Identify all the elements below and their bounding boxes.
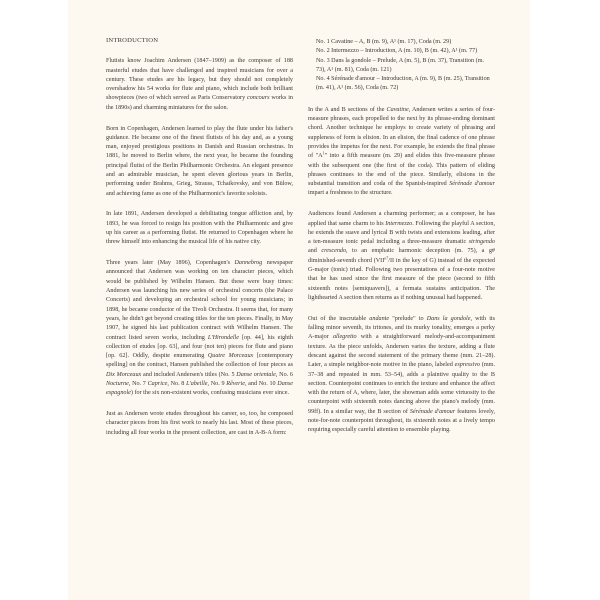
- paragraph-affliction: In late 1891, Andersen developed a debilitating tongue affliction and, by 1893, he was forced to resign his position with the Philharmonic and give up his career as a performing flutist. He returned to Copenhagen where he threw himself into enhancing the musical life of his native city.: [106, 211, 293, 246]
- right-column: [308, 38, 495, 447]
- paragraph-gondole: Out of the inscrutable andante "prelude" to Dans la gondole, with its falling minor seventh, its tritones, and its murky tonality, emerges a perky A-major allegretto with a straightforward melody-and-accompaniment texture. As the piece unfolds, Andersen varies the texture, adding a flute descant against the second statement of the primary theme (mm. 21–28). Later, a simple neighbor-note motive in the piano, labeled espressivo (mm. 37–38 and repeated in mm. 53–54), adds a plaintive quality to the B section. Counterpoint continues to enrich the texture and enhance the affect with the return of A, where, later, the showman adds some virtuosity to the counterpoint with sixteenth notes dancing above the piano's melody (mm. 99ff). In a similar way, the B section of Sérénade d'amour features lovely, note-for-note counterpoint throughout, its sixteenth notes at a lively tempo requiring especially careful attention to ensemble playing.: [308, 315, 495, 434]
- paragraph-intro: Flutists know Joachim Andersen (1847–1909) as the composer of 188 masterful etudes that have challenged and inspired musicians for over a century. These etudes are his legacy, but they should not completely overshadow his 54 works for flute and piano, which include both brilliant showpieces (two of which served as Paris Conservatory concours works in the 1890s) and charming miniatures for the salon.: [106, 58, 294, 111]
- form-list-item-serenade: No. 4 Sérénade d'amour – Introduction, A (m. 9), B (m. 25), Transition (m. 41), A¹ (m. 56), Coda (m. 72): [316, 76, 490, 92]
- form-list: [308, 38, 495, 94]
- paragraph-publication: Three years later (May 1896), Copenhagen's Dannebrog newspaper announced that Andersen was working on ten character pieces, which would be published by Wilhelm Hansen. But these were busy times: Andersen was launching his new series of orchestral concerts (the Palace Concerts) and developing an orchestral school for young musicians; in 1898, he became conductor of the Tivoli Orchestra. It seems that, for many years, he didn't get beyond creating titles for the ten pieces. Finally, in May 1907, he signed his last publication contract with Wilhelm Hansen. The contract listed seven works, including L'Hirondelle [op. 44], his eighth collection of etudes [op. 63], and four (not ten) pieces for flute and piano [op. 62]. Oddly, despite enumerating Quatre Morceaux [contemporary spelling] on the contract, Hansen published the collection of four pieces as Dix Morceaux and included Andersen's titles (No. 5 Danse orientale, No. 6 Nocturne, No. 7 Caprice, No. 8 L'abeille, No. 9 Rêverie, and No. 10 Danse espagnole) for the six non-existent works, confusing musicians ever since.: [106, 260, 293, 397]
- section-heading: INTRODUCTION: [106, 37, 159, 44]
- paragraph-biography: Born in Copenhagen, Andersen learned to play the flute under his father's guidance. He became one of the finest flutists of his day and, as a young man, enjoyed prestigious positions in Danish and Russian orchestras. In 1881, he moved to Berlin where, the next year, he became the founding principal flutist of the Berlin Philharmonic Orchestra. An elegant presence and an admirable musician, he spent eleven glorious years in Berlin, performing under Brahms, Grieg, Strauss, Tchaikovsky, and von Bülow, and achieving fame as one of the Philharmonic's favorite soloists.: [106, 125, 293, 197]
- form-list-item-cavatine: No. 1 Cavatine – A, B (m. 9), A¹ (m. 17), Coda (m. 29): [316, 39, 452, 45]
- form-list-item-dans-la-gondole: No. 3 Dans la gondole – Prelude, A (m. 5), B (m. 37), Transition (m. 73), A¹ (m. 81), Coda (m. 121): [316, 57, 485, 73]
- paragraph-intermezzo: Audiences found Andersen a charming performer; as a composer, he has applied that same charm to his Intermezzo. Following the playful A section, he extends the suave and lyrical B with twists and extensions leading, after a ten-measure tonic pedal including a three-measure dramatic stringendo and crescendo, to an emphatic harmonic deception (m. 75), a g# diminished-seventh chord ($VII^{o7}/II$ in the key of G) instead of the expected G-major (tonic) triad. Following two presentations of a four-note motive that he has used since the first measure of the piece (second to fifth sixteenth notes [semiquavers]), a fermata sustains anticipation. The lighthearted A section then returns as if nothing unusual had happened.: [308, 211, 495, 301]
- left-column: [106, 36, 293, 449]
- paragraph-form: Just as Andersen wrote etudes throughout his career, so, too, he composed character pieces from his first work to nearly his last. Most of these pieces, including all four works in the present collection, are cast in A-B-A form:: [106, 411, 293, 436]
- paragraph-cavatine: In the A and B sections of the Cavatine, Andersen writes a series of four-measure phrases, each propelled to the next by its phrase-ending dominant chord. Another technique he employs to create variety of phrasing and suppleness of form is elision. In an elision, the final cadence of one phrase provides the impetus for the next. For example, he extends the final phrase of "$A^1$" into a fifth measure (m. 29) and elides this five-measure phrase with the subsequent one (the first of the coda). This pattern of eliding phrases continues to the end of the piece. Similarly, elisions in the substantial transition and coda of the Spanish-inspired Sérénade d'amour impart a freshness to the structure.: [308, 106, 495, 197]
- document-page: [68, 0, 530, 600]
- form-list-item-intermezzo: No. 2 Intermezzo – Introduction, A (m. 10), B (m. 42), A¹ (m. 77): [316, 48, 478, 55]
